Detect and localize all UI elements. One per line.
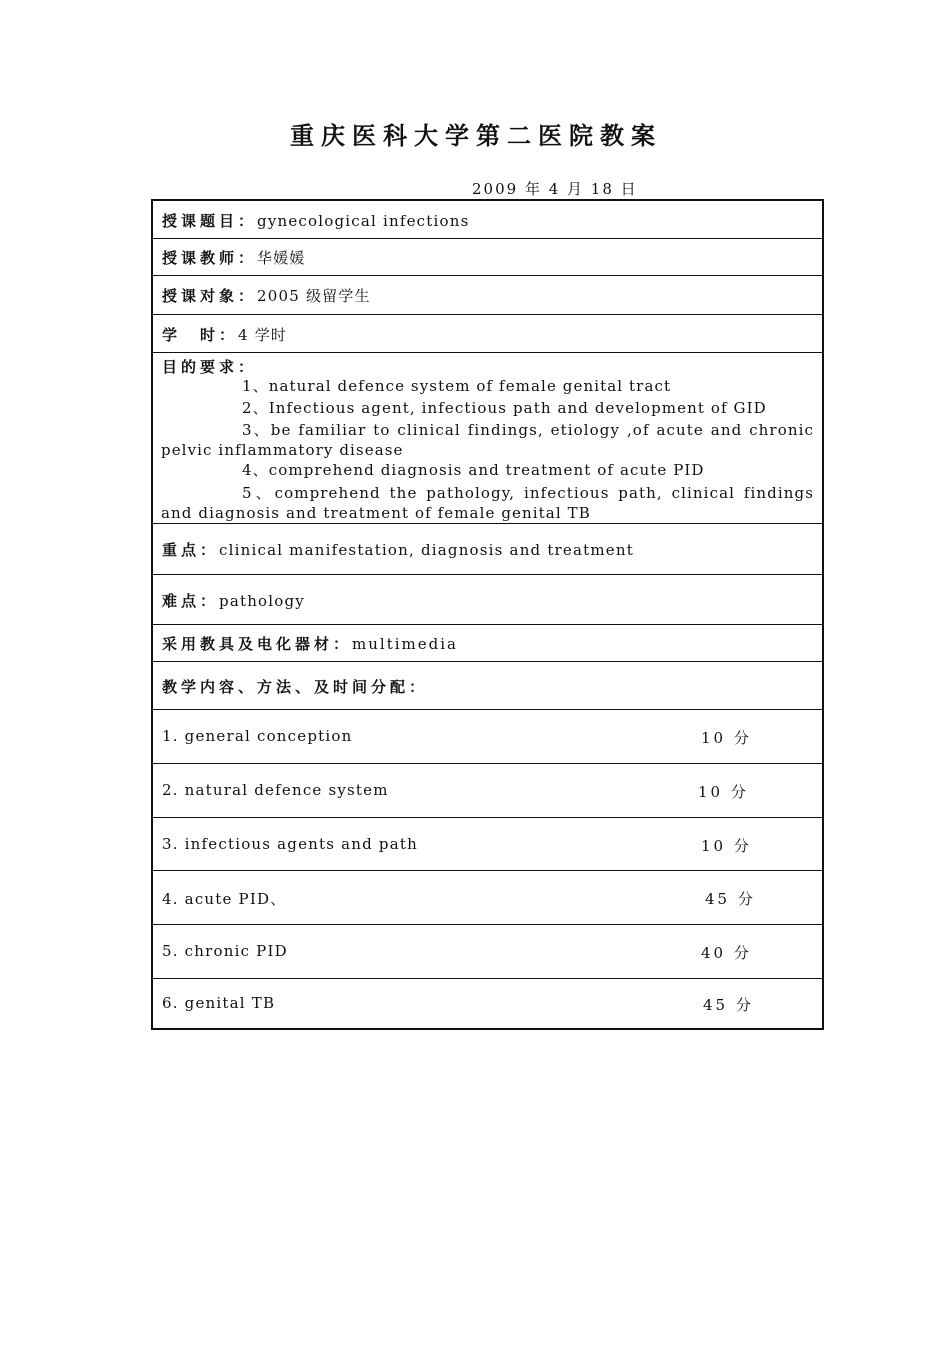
key-points-row bbox=[153, 524, 822, 575]
content-label-row bbox=[153, 662, 822, 710]
audience-row bbox=[153, 276, 822, 315]
schedule-item: 4. acute PID、 bbox=[162, 890, 287, 908]
difficulties-row bbox=[153, 575, 822, 625]
lesson-plan-table bbox=[151, 199, 824, 1030]
schedule-item: 6. genital TB bbox=[162, 994, 276, 1012]
hours-label: 学 时： bbox=[162, 326, 239, 344]
schedule-item: 2. natural defence system bbox=[162, 781, 389, 799]
schedule-item: 3. infectious agents and path bbox=[162, 835, 418, 853]
objective-item-5: 5、comprehend the pathology, infectious path, clinical findings and diagnosis and treatment of female genital TB bbox=[161, 484, 814, 522]
schedule-time: 45 分 bbox=[705, 890, 756, 908]
objectives-label: 目的要求： bbox=[162, 358, 258, 376]
equipment-label: 采用教具及电化器材： bbox=[162, 635, 353, 653]
audience-label: 授课对象： bbox=[162, 287, 258, 305]
schedule-time: 40 分 bbox=[701, 944, 752, 962]
hours-row bbox=[153, 315, 822, 353]
difficulties-label: 难点： bbox=[162, 592, 220, 610]
objective-item-3: 3、be familiar to clinical findings, etiology ,of acute and chronic pelvic inflammatory disease bbox=[161, 421, 814, 459]
schedule-time: 45 分 bbox=[703, 996, 754, 1014]
document-title: 重庆医科大学第二医院教案 bbox=[290, 121, 662, 150]
objective-item-4: 4、comprehend diagnosis and treatment of acute PID bbox=[242, 461, 705, 479]
key-points-value: clinical manifestation, diagnosis and treatment bbox=[219, 541, 634, 559]
schedule-row bbox=[153, 925, 822, 979]
schedule-row bbox=[153, 871, 822, 925]
audience-value: 2005 级留学生 bbox=[257, 287, 371, 305]
hours-value: 4 学时 bbox=[238, 326, 288, 344]
teacher-value: 华媛媛 bbox=[257, 249, 306, 267]
topic-row bbox=[153, 201, 822, 239]
objectives-row bbox=[153, 353, 822, 524]
schedule-time: 10 分 bbox=[701, 729, 752, 747]
schedule-item: 1. general conception bbox=[162, 727, 353, 745]
topic-value: gynecological infections bbox=[257, 212, 470, 230]
schedule-item: 5. chronic PID bbox=[162, 942, 288, 960]
teacher-label: 授课教师： bbox=[162, 249, 258, 267]
document-date: 2009 年 4 月 18 日 bbox=[472, 180, 638, 198]
content-label: 教学内容、方法、及时间分配： bbox=[162, 678, 429, 696]
schedule-row bbox=[153, 764, 822, 818]
teacher-row bbox=[153, 239, 822, 276]
equipment-value: multimedia bbox=[352, 635, 458, 653]
schedule-row bbox=[153, 710, 822, 764]
key-points-label: 重点： bbox=[162, 541, 220, 559]
topic-label: 授课题目： bbox=[162, 212, 258, 230]
difficulties-value: pathology bbox=[219, 592, 305, 610]
schedule-row bbox=[153, 818, 822, 871]
equipment-row bbox=[153, 625, 822, 662]
schedule-time: 10 分 bbox=[698, 783, 749, 801]
schedule-time: 10 分 bbox=[701, 837, 752, 855]
objective-item-2: 2、Infectious agent, infectious path and development of GID bbox=[242, 399, 767, 417]
objective-item-1: 1、natural defence system of female genital tract bbox=[242, 377, 672, 395]
schedule-row bbox=[153, 979, 822, 1030]
